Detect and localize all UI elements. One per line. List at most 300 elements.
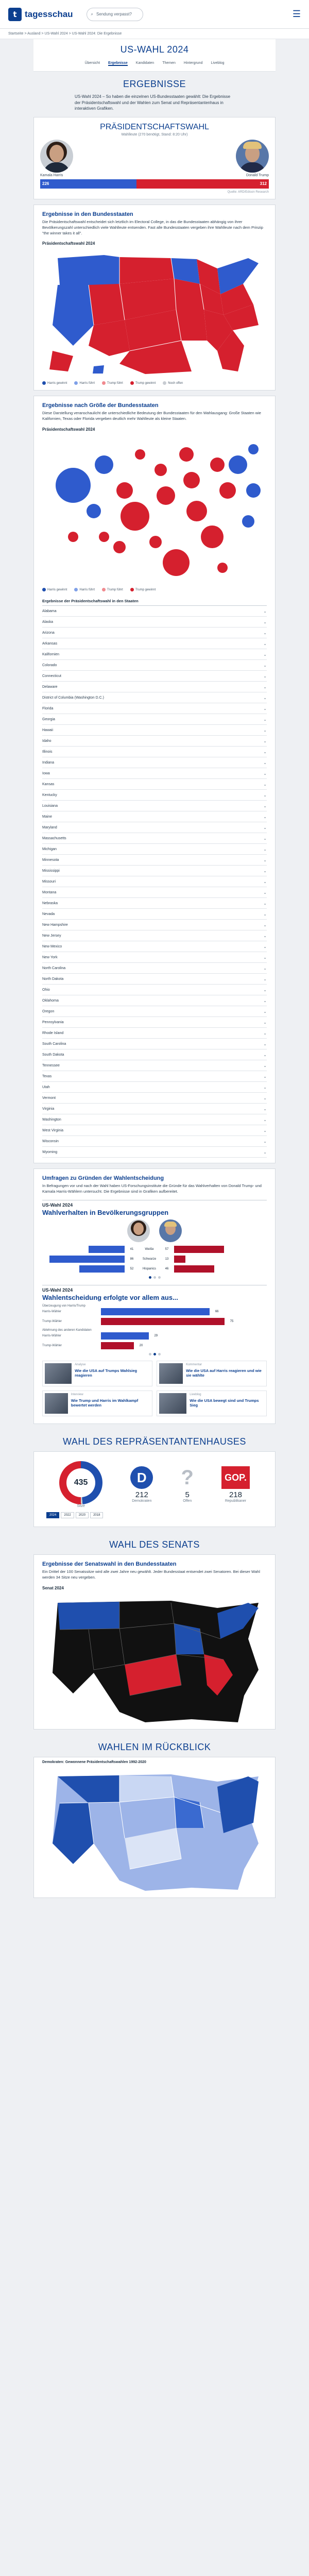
state-row[interactable] (42, 790, 267, 801)
motive-row (42, 1308, 267, 1316)
chevron-down-icon: ⌄ (263, 901, 267, 906)
chevron-down-icon: ⌄ (263, 727, 267, 733)
democrat-logo-icon: D (130, 1466, 153, 1489)
open-label: Offen (183, 1499, 192, 1503)
chevron-down-icon: ⌄ (263, 1074, 267, 1079)
house-donut-block (59, 1461, 102, 1508)
chevron-down-icon: ⌄ (263, 717, 267, 722)
state-bubble[interactable] (242, 515, 254, 528)
motive-value: 29 (154, 1334, 158, 1338)
state-row[interactable] (42, 1147, 267, 1158)
harris-avatar (40, 140, 73, 173)
state-name: Alabama (42, 609, 57, 613)
senate-map-title: Senat 2024 (42, 1585, 64, 1590)
state-row[interactable] (42, 1125, 267, 1136)
rep-label: Republikaner (225, 1499, 247, 1503)
trump-share: 13 (165, 1258, 169, 1261)
state-row[interactable] (42, 909, 267, 920)
search-placeholder: Sendung verpasst? (96, 12, 132, 16)
card2-kicker: US-Wahl 2024 (42, 1287, 73, 1293)
card2-group-b: Ablehnung des anderen Kandidaten (42, 1329, 92, 1332)
map-title: Präsidentschaftswahl 2024 (42, 241, 95, 246)
tab-hintergrund[interactable]: Hintergrund (183, 61, 203, 65)
trump-avatar (236, 140, 269, 173)
state-name: District of Columbia (Washington D.C.) (42, 696, 104, 700)
state-name: Missouri (42, 879, 56, 884)
results-lead: US-Wahl 2024 – So haben die einzelnen US-Bundesstaaten gewählt: Die Ergebnisse der Präsidentschaftswahl und der Wahlen zum Senat und Repräsentantenhaus in interaktiven Grafiken. (75, 94, 231, 111)
state-name: Nevada (42, 912, 55, 916)
state-bubble[interactable] (113, 541, 126, 553)
harris-share: 41 (130, 1248, 134, 1251)
state-name: Illinois (42, 750, 53, 754)
bubble-title: Präsidentschaftswahl 2024 (42, 427, 95, 432)
house-card (33, 1451, 276, 1527)
state-list (42, 597, 267, 1158)
chevron-down-icon: ⌄ (263, 630, 267, 635)
rep-seats: 218 (229, 1490, 242, 1500)
house-dem (130, 1466, 153, 1503)
chevron-down-icon: ⌄ (263, 879, 267, 884)
state-row[interactable] (42, 887, 267, 898)
year-button[interactable]: 2022 (61, 1512, 74, 1518)
bubble-card (33, 396, 276, 1163)
trump-share: 57 (165, 1248, 169, 1251)
state-bubble[interactable] (246, 483, 261, 498)
state-name: Michigan (42, 847, 57, 851)
state-name: Hawaii (42, 728, 54, 732)
motive-bar (101, 1332, 149, 1340)
harris-block (40, 140, 73, 177)
state-row[interactable] (42, 1114, 267, 1125)
tab-uebersicht[interactable]: Übersicht (84, 61, 100, 65)
group-row (42, 1255, 267, 1263)
chevron-down-icon: ⌄ (263, 825, 267, 830)
tagesschau-logo[interactable] (8, 8, 73, 21)
search-box[interactable] (87, 8, 143, 21)
legend-harris-wins: Harris gewinnt (42, 381, 67, 385)
chevron-down-icon: ⌄ (263, 1084, 267, 1090)
chevron-down-icon: ⌄ (263, 749, 267, 754)
site-header (0, 0, 309, 29)
state-row[interactable] (42, 855, 267, 866)
state-bubble[interactable] (56, 468, 91, 503)
state-name: Delaware (42, 685, 58, 689)
size-text: Diese Darstellung veranschaulicht die unterschiedliche Bedeutung der Bundesstaaten für den Wahlausgang: Große Staaten wie Kalifornien, Texas oder Florida vergeben deutlich mehr Wahlleute als kleine Staaten. (42, 411, 261, 421)
state-row[interactable] (42, 801, 267, 811)
voter-group: Harris-Wähler (42, 1310, 62, 1314)
legend-harris-wins-2: Harris gewinnt (42, 588, 67, 591)
chevron-down-icon: ⌄ (263, 890, 267, 895)
hamburger-icon[interactable]: ☰ (292, 9, 301, 19)
open-seats: 5 (185, 1490, 190, 1500)
chevron-down-icon: ⌄ (263, 663, 267, 668)
harris-share-bar (49, 1256, 125, 1263)
senate-heading: WAHL DES SENATS (109, 1539, 200, 1550)
state-name: North Dakota (42, 977, 64, 981)
state-name: Texas (42, 1074, 52, 1078)
state-name: Idaho (42, 739, 52, 743)
state-row[interactable] (42, 876, 267, 887)
teaser-image (45, 1393, 68, 1414)
exitpoll-section (33, 1168, 276, 1424)
legend-trump-wins: Trump gewinnt (130, 381, 156, 385)
teaser-row-2 (42, 1391, 267, 1416)
state-name: Kalifornien (42, 652, 60, 656)
state-bubble[interactable] (95, 455, 113, 474)
tab-bar (33, 58, 276, 72)
house-open (181, 1466, 194, 1503)
chevron-down-icon: ⌄ (263, 1030, 267, 1036)
question-icon: ? (181, 1466, 194, 1489)
state-bubble[interactable] (116, 482, 133, 499)
state-row[interactable] (42, 638, 267, 649)
state-row[interactable] (42, 703, 267, 714)
chevron-down-icon: ⌄ (263, 965, 267, 971)
exitpoll-text: In Befragungen vor und nach der Wahl haben US-Forschungsinstitute die Gründe für das Wahlverhalten von Donald Trump- und Kamala Harris-Wählern untersucht. Die Ergebnisse sind in Grafiken aufbereitet. (42, 1183, 262, 1194)
state-name: Pennsylvania (42, 1020, 64, 1024)
card2-title: Wahlentscheidung erfolgte vor allem aus... (42, 1294, 178, 1302)
state-name: South Dakota (42, 1053, 64, 1057)
chevron-down-icon: ⌄ (263, 641, 267, 646)
carousel-dots-2[interactable] (42, 1353, 267, 1355)
group-label: Schwarze (142, 1258, 157, 1261)
legend-trump-leads: Trump führt (102, 381, 123, 385)
harris-share: 86 (130, 1258, 134, 1261)
us-results-map[interactable] (42, 248, 267, 377)
state-row[interactable] (42, 660, 267, 671)
president-card (33, 117, 276, 199)
legend-harris-leads: Harris führt (74, 381, 95, 385)
trump-mini-avatar (159, 1219, 182, 1242)
state-name: Maine (42, 815, 53, 819)
card1-kicker: US-Wahl 2024 (42, 1202, 73, 1208)
state-name: Iowa (42, 771, 50, 775)
state-bubble[interactable] (179, 447, 194, 462)
chevron-down-icon: ⌄ (263, 695, 267, 700)
state-row[interactable] (42, 833, 267, 844)
tab-liveblog[interactable]: Liveblog (211, 61, 225, 65)
history-heading: WAHLEN IM RÜCKBLICK (98, 1741, 211, 1752)
state-row[interactable] (42, 606, 267, 617)
state-row[interactable] (42, 985, 267, 995)
house-heading: WAHL DES REPRÄSENTANTENHAUSES (63, 1436, 246, 1447)
trump-share-bar (174, 1265, 214, 1273)
state-row[interactable] (42, 768, 267, 779)
state-list-heading: Ergebnisse der Präsidentschaftswahl in den Staaten (42, 597, 267, 606)
state-row[interactable] (42, 952, 267, 963)
state-bubble[interactable] (87, 504, 101, 518)
state-row[interactable] (42, 779, 267, 790)
state-name: Louisiana (42, 804, 58, 808)
state-name: Indiana (42, 760, 54, 765)
teaser-image (159, 1363, 183, 1384)
state-row[interactable] (42, 1039, 267, 1049)
state-bubble[interactable] (219, 482, 236, 499)
house-rep (221, 1466, 250, 1503)
state-row[interactable] (42, 725, 267, 736)
breadcrumb: Startseite > Ausland > US-Wahl 2024 > US-Wahl 2024: Die Ergebnisse (0, 29, 309, 39)
state-row[interactable] (42, 736, 267, 747)
state-row[interactable] (42, 844, 267, 855)
state-row[interactable] (42, 617, 267, 628)
chevron-down-icon: ⌄ (263, 846, 267, 852)
teaser-image (159, 1393, 186, 1414)
state-row[interactable] (42, 1071, 267, 1082)
card1-bar-chart (42, 1245, 267, 1273)
state-bubble-chart[interactable] (42, 434, 267, 583)
trump-name: Donald Trump (246, 173, 269, 177)
legend-trump-leads-2: Trump führt (102, 588, 123, 591)
electoral-vote-bar (40, 179, 269, 189)
state-bubble[interactable] (163, 549, 190, 576)
trump-share-bar (174, 1256, 185, 1263)
teaser-row-1 (42, 1361, 267, 1386)
state-row[interactable] (42, 811, 267, 822)
state-row[interactable] (42, 995, 267, 1006)
state-row[interactable] (42, 1006, 267, 1017)
house-total-label: Sitze (77, 1504, 85, 1509)
history-map-title: Demokraten: Gewonnene Präsidentschaftswahlen 1992-2020 (42, 1760, 146, 1764)
chevron-down-icon: ⌄ (263, 976, 267, 981)
state-bubble[interactable] (248, 444, 259, 454)
state-row[interactable] (42, 974, 267, 985)
state-bubble[interactable] (186, 501, 207, 521)
history-map[interactable] (42, 1766, 267, 1895)
voter-group: Harris-Wähler (42, 1334, 62, 1338)
state-bubble[interactable] (183, 472, 200, 488)
chevron-down-icon: ⌄ (263, 619, 267, 624)
state-bubble[interactable] (68, 532, 78, 542)
state-bubble[interactable] (217, 563, 228, 573)
page-title: US-WAHL 2024 (120, 44, 189, 55)
state-name: Minnesota (42, 858, 59, 862)
state-name: Vermont (42, 1096, 56, 1100)
state-row[interactable] (42, 682, 267, 692)
size-heading: Ergebnisse nach Größe der Bundesstaaten (42, 402, 159, 409)
state-row[interactable] (42, 963, 267, 974)
state-name: Connecticut (42, 674, 61, 678)
state-row[interactable] (42, 1017, 267, 1028)
teaser-image (45, 1363, 72, 1384)
group-row (42, 1265, 267, 1273)
chevron-down-icon: ⌄ (263, 1052, 267, 1057)
state-row[interactable] (42, 1028, 267, 1039)
tab-themen[interactable]: Themen (162, 61, 176, 65)
state-row[interactable] (42, 628, 267, 638)
tab-kandidaten[interactable]: Kandidaten (135, 61, 154, 65)
motive-value: 75 (230, 1320, 234, 1324)
chevron-down-icon: ⌄ (263, 673, 267, 679)
harris-vote-bar: 226 (40, 179, 136, 189)
legend-harris-leads-2: Harris führt (74, 588, 95, 591)
states-map-card (33, 205, 276, 391)
voter-group: Trump-Wähler (42, 1320, 62, 1324)
trump-share-bar (174, 1246, 224, 1253)
state-bubble[interactable] (229, 455, 247, 474)
chevron-down-icon: ⌄ (263, 1139, 267, 1144)
main-content (33, 39, 276, 1898)
state-name: North Carolina (42, 966, 66, 970)
senate-map[interactable] (42, 1592, 267, 1726)
state-name: Alaska (42, 620, 54, 624)
search-icon: ⌕ (91, 11, 94, 16)
motive-row (42, 1342, 267, 1350)
trump-vote-bar: 312 (136, 179, 269, 189)
chevron-down-icon: ⌄ (263, 987, 267, 992)
state-name: Georgia (42, 717, 55, 721)
state-bubble[interactable] (154, 464, 167, 476)
motive-row (42, 1317, 267, 1326)
state-row[interactable] (42, 930, 267, 941)
state-name: Wyoming (42, 1150, 58, 1154)
state-row[interactable] (42, 757, 267, 768)
house-total: 435 (66, 1468, 95, 1497)
state-row[interactable] (42, 671, 267, 682)
chevron-down-icon: ⌄ (263, 1117, 267, 1122)
chevron-down-icon: ⌄ (263, 760, 267, 765)
chevron-down-icon: ⌄ (263, 944, 267, 949)
state-name: Oregon (42, 1009, 55, 1013)
legend-open: Noch offen (163, 381, 183, 385)
president-sub: Wahlleute (270 benötigt, Stand: 8:20 Uhr) (121, 132, 188, 137)
teaser-card[interactable]: Interview Wie Trump und Harris im Wahlkampf bewertet werden (42, 1391, 152, 1416)
state-row[interactable] (42, 898, 267, 909)
state-bubble[interactable] (210, 457, 225, 472)
year-button[interactable]: 2024 (46, 1512, 59, 1518)
chevron-down-icon: ⌄ (263, 857, 267, 862)
carousel-dots-1[interactable] (42, 1276, 267, 1279)
dem-label: Demokraten (132, 1499, 152, 1503)
map-legend (42, 381, 267, 385)
chevron-down-icon: ⌄ (263, 738, 267, 743)
state-name: Washington (42, 1117, 61, 1122)
state-row[interactable] (42, 866, 267, 876)
president-heading: PRÄSIDENTSCHAFTSWAHL (100, 122, 209, 131)
state-name: New Hampshire (42, 923, 68, 927)
voter-group: Trump-Wähler (42, 1344, 62, 1348)
chevron-down-icon: ⌄ (263, 814, 267, 819)
harris-name: Kamala Harris (40, 173, 63, 177)
state-row[interactable] (42, 1060, 267, 1071)
teaser-card[interactable]: Analyse Wie die USA auf Trumps Wahlsieg reagieren (42, 1361, 152, 1386)
chevron-down-icon: ⌄ (263, 782, 267, 787)
chevron-down-icon: ⌄ (263, 922, 267, 927)
state-row[interactable] (42, 649, 267, 660)
chevron-down-icon: ⌄ (263, 911, 267, 917)
state-name: Wisconsin (42, 1139, 59, 1143)
chevron-down-icon: ⌄ (263, 1095, 267, 1100)
teaser-card[interactable]: Kommentar Wie die USA auf Harris reagieren und wie sie wählte (157, 1361, 267, 1386)
state-name: Florida (42, 706, 54, 710)
state-row[interactable] (42, 747, 267, 757)
senate-sub: Ergebnisse der Senatswahl in den Bundesstaaten (42, 1561, 177, 1568)
chevron-down-icon: ⌄ (263, 1009, 267, 1014)
state-bubble[interactable] (99, 532, 109, 542)
chevron-down-icon: ⌄ (263, 706, 267, 711)
teaser-card[interactable]: Liveblog Wie die USA bewegt sind und Trumps Sieg (157, 1391, 267, 1416)
state-name: Oklahoma (42, 998, 59, 1003)
state-row[interactable] (42, 822, 267, 833)
page-title-bar (33, 39, 276, 58)
state-name: Ohio (42, 988, 50, 992)
motive-bar (101, 1318, 225, 1325)
trump-block (236, 140, 269, 177)
card2-group-a: Überzeugung von Harris/Trump (42, 1304, 85, 1308)
tab-ergebnisse[interactable]: Ergebnisse (108, 61, 128, 65)
state-name: Virginia (42, 1107, 55, 1111)
state-bubble[interactable] (149, 536, 162, 548)
state-row[interactable] (42, 714, 267, 725)
chevron-down-icon: ⌄ (263, 608, 267, 614)
history-card (33, 1757, 276, 1898)
chevron-down-icon: ⌄ (263, 792, 267, 798)
motive-bar (101, 1342, 134, 1349)
dem-seats: 212 (135, 1490, 148, 1500)
year-button[interactable]: 2018 (90, 1512, 103, 1518)
state-name: Mississippi (42, 869, 60, 873)
state-name: South Carolina (42, 1042, 66, 1046)
state-bubble[interactable] (121, 502, 149, 531)
harris-share-bar (89, 1246, 125, 1253)
group-label: Weiße (145, 1248, 154, 1251)
state-row[interactable] (42, 941, 267, 952)
state-row[interactable] (42, 1049, 267, 1060)
logo-mark: t (8, 8, 22, 21)
state-row[interactable] (42, 1136, 267, 1147)
states-text: Die Präsidentschaftswahl entscheidet sich letztlich im Electoral College, in das die Bundesstaaten abhängig von ihrer Bevölkerungszahl unterschiedlich viele Wahlleute entsenden. Fast alle Bundesstaaten vergeben ihre Wahlleute nach dem Prinzip "the winner takes it all". (42, 219, 263, 235)
state-row[interactable] (42, 920, 267, 930)
state-row[interactable] (42, 1082, 267, 1093)
harris-share-bar (79, 1265, 125, 1273)
state-name: Tennessee (42, 1063, 60, 1067)
state-bubble[interactable] (135, 449, 145, 460)
card1-title: Wahlverhalten in Bevölkerungsgruppen (42, 1209, 169, 1217)
bubble-legend (42, 588, 267, 591)
chevron-down-icon: ⌄ (263, 868, 267, 873)
group-row (42, 1245, 267, 1253)
state-name: Colorado (42, 663, 57, 667)
chevron-down-icon: ⌄ (263, 1149, 267, 1155)
logo-name: tagesschau (25, 9, 73, 19)
state-bubble[interactable] (201, 526, 224, 548)
results-heading: ERGEBNISSE (123, 79, 186, 89)
gop-logo-icon: GOP. (221, 1466, 250, 1489)
chevron-down-icon: ⌄ (263, 998, 267, 1003)
chevron-down-icon: ⌄ (263, 1020, 267, 1025)
motive-row (42, 1332, 267, 1340)
state-row[interactable] (42, 1104, 267, 1114)
state-name: Kansas (42, 782, 55, 786)
senate-card (33, 1554, 276, 1730)
state-row[interactable] (42, 692, 267, 703)
state-name: Arkansas (42, 641, 58, 646)
state-name: Kentucky (42, 793, 57, 797)
motive-value: 20 (139, 1344, 143, 1348)
year-switch (46, 1512, 269, 1518)
trump-share: 46 (165, 1267, 169, 1271)
chevron-down-icon: ⌄ (263, 836, 267, 841)
exitpoll-card-2 (42, 1285, 267, 1355)
year-button[interactable]: 2020 (76, 1512, 89, 1518)
chevron-down-icon: ⌄ (263, 1106, 267, 1111)
state-name: Massachusetts (42, 836, 66, 840)
states-heading: Ergebnisse in den Bundesstaaten (42, 211, 133, 217)
state-row[interactable] (42, 1093, 267, 1104)
state-name: New Mexico (42, 944, 62, 948)
motive-bar (101, 1308, 210, 1315)
state-bubble[interactable] (157, 486, 175, 505)
chevron-down-icon: ⌄ (263, 803, 267, 808)
